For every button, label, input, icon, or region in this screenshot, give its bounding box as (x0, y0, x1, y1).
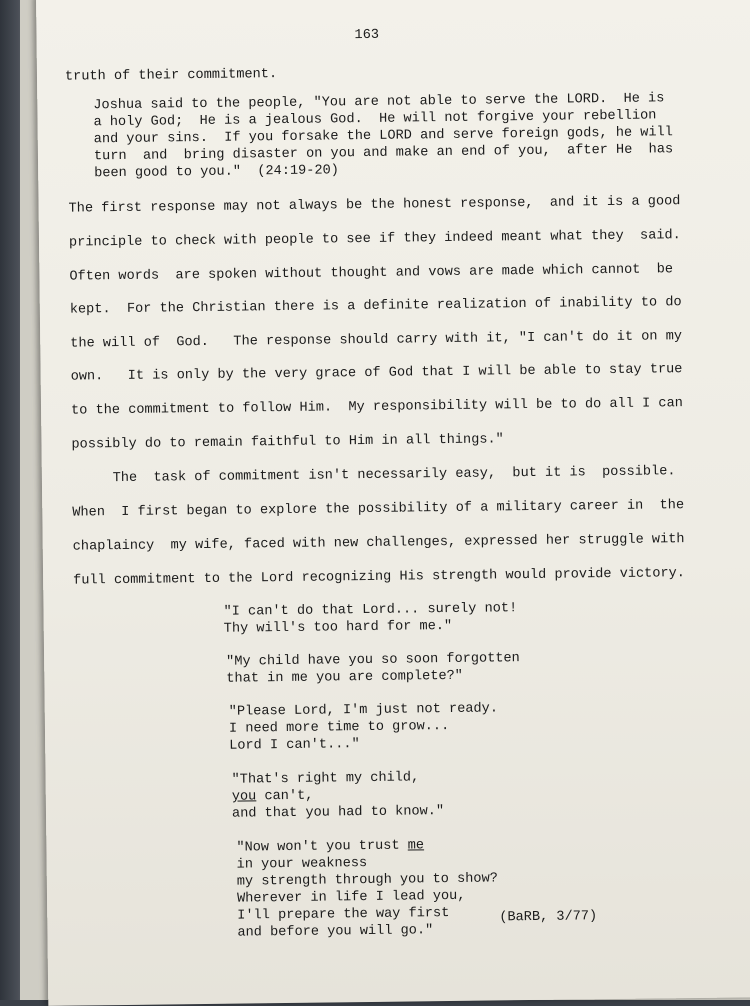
verse-line: Joshua said to the people, "You are not able to serve the LORD. He is (93, 91, 665, 114)
poem-line: and that you had to know." (231, 804, 445, 822)
verse-line: and your sins. If you forsake the LORD and serve foreign gods, he will (93, 125, 674, 148)
paragraph-line: the will of God. The response should carry with it, "I can't do it on my (70, 329, 683, 352)
verse-line: turn and bring disaster on you and make an end of you, after He has (93, 142, 674, 165)
poem-stanza (231, 769, 444, 823)
paragraph-line: When I first began to explore the possibility of a military career in the (72, 498, 685, 521)
poem-line: in your weakness (236, 856, 368, 873)
paragraph-line: Often words are spoken without thought and vows are made which cannot be (69, 262, 674, 285)
paragraph-line: chaplaincy my wife, faced with new challenges, expressed her struggle with (72, 532, 685, 555)
opening-line: truth of their commitment. (64, 67, 278, 85)
poem-line: "That's right my child, (231, 770, 420, 788)
poem-stanza (236, 836, 498, 941)
poem-line: that in me you are complete?" (226, 668, 464, 687)
document-page (36, 0, 750, 1006)
poem-line: and before you will go." (237, 923, 434, 941)
poem-stanza (226, 650, 520, 688)
emphasized-word: you (231, 789, 257, 805)
poem-line: "Please Lord, I'm just not ready. (228, 701, 499, 720)
verse-line: been good to you." (24:19-20) (94, 163, 339, 182)
poem-line: "I can't do that Lord... surely not! (223, 601, 518, 620)
poem-line-rest: can't, (256, 788, 314, 805)
poem-line: I'll prepare the way first (237, 906, 450, 924)
paragraph-line: kept. For the Christian there is a definite realization of inability to do (69, 295, 682, 318)
poem-line: I need more time to grow... (228, 719, 450, 737)
paragraph-line: The task of commitment isn't necessarily easy, but it is possible. (71, 464, 676, 487)
paragraph-line: full commitment to the Lord recognizing His strength would provide victory. (73, 566, 686, 589)
poem-citation: (BaRB, 3/77) (499, 909, 598, 926)
verse-line: a holy God; He is a jealous God. He will not forgive your rebellion (93, 108, 657, 131)
paragraph-line: principle to check with people to see if they indeed meant what they said. (68, 228, 681, 251)
poem-line: Thy will's too hard for me." (223, 618, 453, 637)
poem-line: Wherever in life I lead you, (236, 888, 466, 907)
paragraph-line: own. It is only by the very grace of God that I will be able to stay true (70, 362, 683, 385)
poem-line: Lord I can't..." (229, 737, 360, 754)
paragraph-line: The first response may not always be the honest response, and it is a good (68, 194, 681, 217)
poem-stanza (229, 700, 499, 754)
emphasized-word: me (407, 838, 425, 854)
page-number: 163 (354, 27, 380, 44)
paragraph-line: possibly do to remain faithful to Him in all things." (71, 432, 504, 453)
poem-line: "My child have you so soon forgotten (226, 651, 520, 670)
paragraph-line: to the commitment to follow Him. My responsibility will be to do all I can (70, 396, 683, 419)
poem-line: my strength through you to show? (236, 871, 498, 890)
scripture-quote (93, 90, 673, 182)
poem-line-start: "Now won't you trust (236, 838, 408, 856)
poem-stanza (223, 600, 517, 638)
